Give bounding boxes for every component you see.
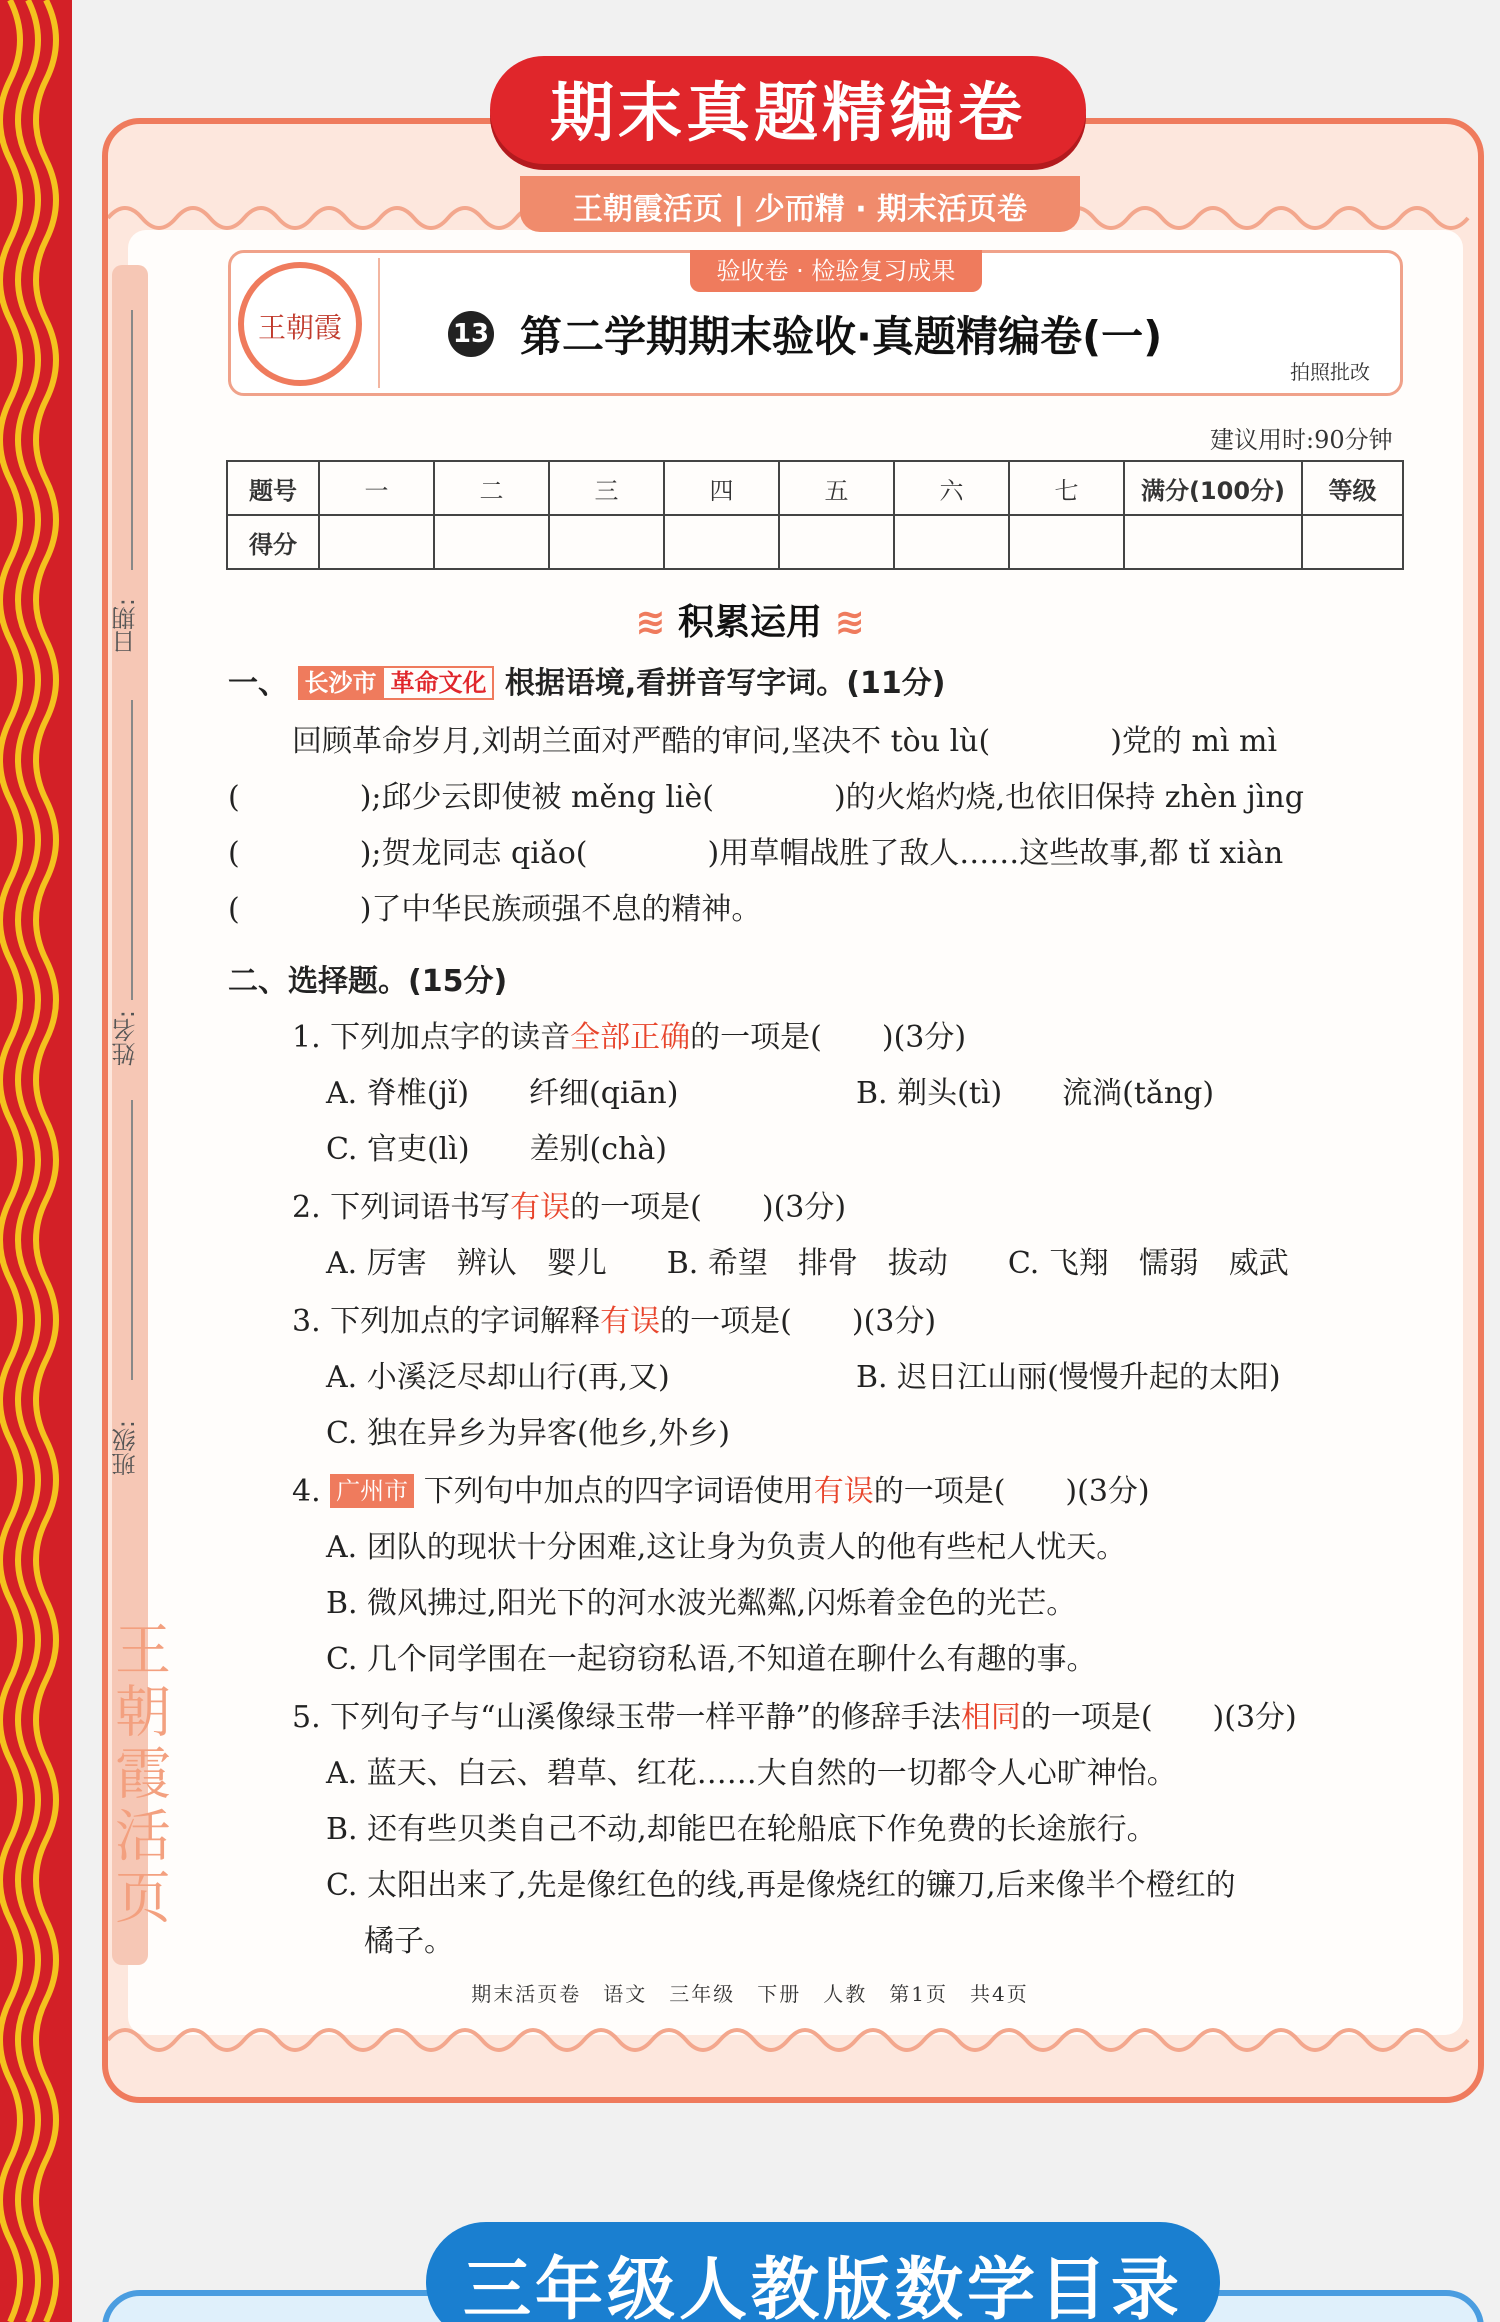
table-cell: 六 (894, 461, 1009, 515)
score-input-cell (894, 515, 1009, 569)
highlight-text: 有误 (813, 1474, 874, 1509)
option-c: C. 太阳出来了,先是像红色的线,再是像烧红的镰刀,后来像半个橙红的 (326, 1868, 1236, 1903)
bottom-wave-decoration (108, 2020, 1480, 2060)
table-cell: 七 (1009, 461, 1124, 515)
question-1-heading (228, 664, 945, 704)
region-tag: 广州市 (330, 1474, 414, 1508)
logo-divider (378, 258, 380, 388)
score-input-cell (319, 515, 434, 569)
decorative-ribbon (0, 0, 72, 2322)
score-table-header-row (227, 461, 1403, 515)
option-b: B. 迟日江山丽(慢慢升起的太阳) (856, 1360, 1281, 1395)
class-label: 班级: (112, 1420, 140, 1477)
score-input-cell (779, 515, 894, 569)
table-cell: 等级 (1302, 461, 1403, 515)
sub-question-2 (292, 1188, 846, 1228)
option-b: B. 剃头(tì) 流淌(tǎng) (856, 1076, 1215, 1111)
score-table-score-row (227, 515, 1403, 569)
exam-note: 拍照批改 (1290, 360, 1370, 384)
score-input-cell (1124, 515, 1302, 569)
date-line (131, 310, 133, 570)
option-c: C. 独在异乡为异客(他乡,外乡) (326, 1416, 730, 1451)
brand-watermark: 王朝霞活页 (106, 1620, 171, 1930)
question-number: 4. (292, 1474, 321, 1509)
table-cell: 得分 (227, 515, 319, 569)
exam-number-badge: 13 (448, 311, 494, 357)
option-b: B. 还有些贝类自己不动,却能巴在轮船底下作免费的长途旅行。 (326, 1812, 1157, 1847)
name-label: 姓名: (112, 1010, 140, 1067)
table-cell: 一 (319, 461, 434, 515)
highlight-text: 相同 (960, 1700, 1021, 1735)
banner-title: 期末真题精编卷 (550, 77, 1026, 151)
date-label: 日期: (112, 598, 140, 655)
option-row: A. 厉害 辨认 婴儿 B. 希望 排骨 拔动 C. 飞翔 懦弱 威武 (326, 1246, 1289, 1281)
question-text: 的一项是( )(3分) (873, 1474, 1150, 1509)
question-text: 3. 下列加点的字词解释 (292, 1304, 601, 1339)
sub-question-1 (292, 1018, 966, 1058)
table-cell: 题号 (227, 461, 319, 515)
option-b: B. 微风拂过,阳光下的河水波光粼粼,闪烁着金色的光芒。 (326, 1586, 1077, 1621)
question-text: 2. 下列词语书写 (292, 1190, 511, 1225)
header-banner (490, 56, 1086, 164)
page-footer: 期末活页卷 语文 三年级 下册 人教 第1页 共4页 (471, 1982, 1029, 2006)
passage-line: 回顾革命岁月,刘胡兰面对严酷的审问,坚决不 tòu lù( )党的 mì mì (292, 724, 1278, 759)
table-cell: 满分(100分) (1124, 461, 1302, 515)
question-text: 1. 下列加点字的读音 (292, 1020, 571, 1055)
question-number: 一、 (228, 666, 288, 701)
question-text: 5. 下列句子与“山溪像绿玉带一样平静”的修辞手法 (292, 1700, 961, 1735)
score-input-cell (664, 515, 779, 569)
highlight-text: 有误 (510, 1190, 571, 1225)
sub-banner-text: 王朝霞活页 | 少而精 · 期末活页卷 (572, 192, 1028, 227)
sub-question-3 (292, 1302, 936, 1342)
table-cell: 四 (664, 461, 779, 515)
table-cell: 二 (434, 461, 549, 515)
score-input-cell (549, 515, 664, 569)
question-text: 的一项是( )(3分) (570, 1190, 847, 1225)
option-a: A. 小溪泛尽却山行(再,又) (326, 1360, 670, 1395)
highlight-text: 有误 (600, 1304, 661, 1339)
sub-question-5 (292, 1698, 1297, 1738)
sub-question-4 (292, 1472, 1150, 1512)
section-heading (0, 594, 1500, 645)
question-2-heading: 二、选择题。(15分) (228, 964, 508, 999)
region-tag: 长沙市 (298, 666, 382, 700)
sub-banner (520, 176, 1080, 232)
option-c: C. 官吏(lì) 差别(chà) (326, 1132, 667, 1167)
question-text: 的一项是( )(3分) (660, 1304, 937, 1339)
option-c: C. 几个同学围在一起窃窃私语,不知道在聊什么有趣的事。 (326, 1642, 1097, 1677)
wave-icon: ≋ (834, 602, 865, 643)
question-text: 的一项是( )(3分) (690, 1020, 967, 1055)
passage-line: ( )了中华民族顽强不息的精神。 (228, 892, 762, 927)
table-cell: 三 (549, 461, 664, 515)
score-input-cell (434, 515, 549, 569)
next-section-title: 三年级人教版数学目录 (462, 2251, 1183, 2322)
exam-title: 第二学期期末验收·真题精编卷(一) (520, 312, 1163, 361)
question-prompt: 根据语境,看拼音写字词。(11分) (504, 666, 946, 701)
class-line (131, 1100, 133, 1380)
score-table (226, 460, 1404, 570)
option-c-continued: 橘子。 (364, 1924, 454, 1959)
name-line (131, 700, 133, 1000)
section-title: 积累运用 (677, 602, 822, 643)
wave-icon: ≋ (635, 602, 666, 643)
passage-line: ( );邱少云即使被 měng liè( )的火焰灼烧,也依旧保持 zhèn jìng (228, 780, 1304, 815)
option-a: A. 团队的现状十分困难,这让身为负责人的他有些杞人忧天。 (326, 1530, 1127, 1565)
score-input-cell (1302, 515, 1403, 569)
topic-tag: 革命文化 (382, 666, 494, 700)
question-text: 下列句中加点的四字词语使用 (423, 1474, 814, 1509)
option-a: A. 蓝天、白云、碧草、红花……大自然的一切都令人心旷神怡。 (326, 1756, 1177, 1791)
score-input-cell (1009, 515, 1124, 569)
passage-line: ( );贺龙同志 qiǎo( )用草帽战胜了敌人……这些故事,都 tǐ xiàn (228, 836, 1284, 871)
question-text: 的一项是( )(3分) (1020, 1700, 1297, 1735)
highlight-text: 全部正确 (570, 1020, 691, 1055)
time-hint: 建议用时:90分钟 (1210, 426, 1393, 454)
brand-logo (238, 262, 362, 386)
next-section-banner (426, 2222, 1220, 2322)
table-cell: 五 (779, 461, 894, 515)
option-a: A. 脊椎(jǐ) 纤细(qiān) (326, 1076, 679, 1111)
exam-tag: 验收卷 · 检验复习成果 (690, 250, 982, 292)
logo-text: 王朝霞 (257, 311, 342, 344)
